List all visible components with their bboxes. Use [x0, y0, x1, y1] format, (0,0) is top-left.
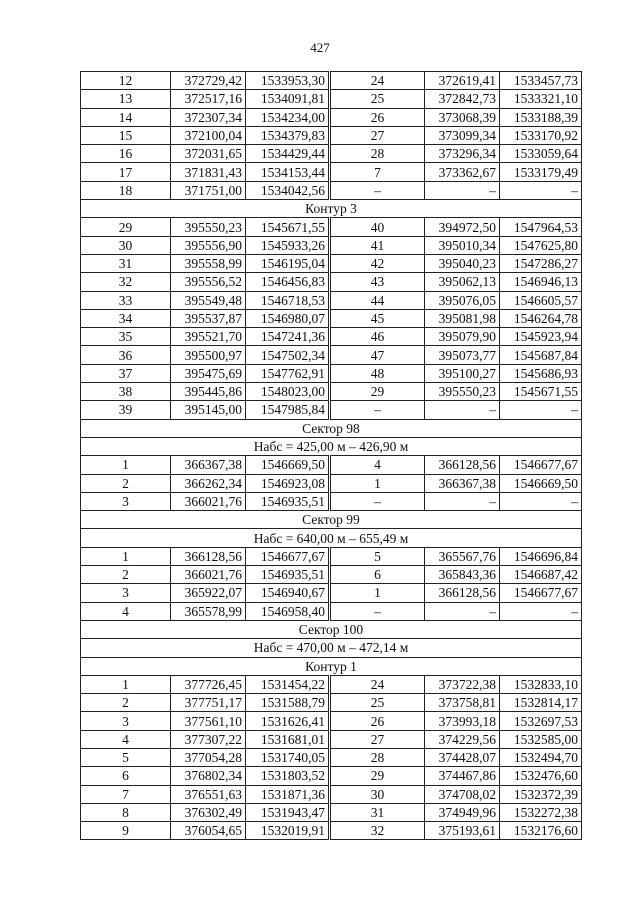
y-coordinate: 1533170,92: [500, 126, 582, 144]
y-coordinate: 1534042,56: [246, 181, 330, 199]
table-row: [81, 72, 582, 90]
point-number: 18: [81, 181, 171, 199]
x-coordinate: 395040,23: [425, 254, 500, 272]
coordinates-table: [80, 71, 582, 840]
point-number: –: [330, 401, 425, 419]
y-coordinate: 1546677,67: [246, 547, 330, 565]
point-number: 9: [81, 822, 171, 840]
point-number: 4: [81, 730, 171, 748]
point-number: 1: [330, 584, 425, 602]
x-coordinate: 374229,56: [425, 730, 500, 748]
x-coordinate: 372307,34: [171, 108, 246, 126]
x-coordinate: –: [425, 492, 500, 510]
table-row: [81, 803, 582, 821]
section-header-row: [81, 639, 582, 657]
y-coordinate: 1546669,50: [500, 474, 582, 492]
x-coordinate: 377726,45: [171, 675, 246, 693]
table-row: [81, 163, 582, 181]
x-coordinate: 377054,28: [171, 748, 246, 766]
x-coordinate: 395549,48: [171, 291, 246, 309]
table-row: [81, 328, 582, 346]
section-header: Контур 1: [81, 657, 582, 675]
y-coordinate: 1532494,70: [500, 748, 582, 766]
point-number: –: [330, 181, 425, 199]
y-coordinate: 1546605,57: [500, 291, 582, 309]
x-coordinate: 377307,22: [171, 730, 246, 748]
y-coordinate: 1532019,91: [246, 822, 330, 840]
table-row: [81, 602, 582, 620]
x-coordinate: 372100,04: [171, 126, 246, 144]
y-coordinate: 1534379,83: [246, 126, 330, 144]
y-coordinate: 1531681,01: [246, 730, 330, 748]
table-row: [81, 218, 582, 236]
section-header-row: [81, 529, 582, 547]
y-coordinate: 1534234,00: [246, 108, 330, 126]
table-row: [81, 492, 582, 510]
x-coordinate: 373099,34: [425, 126, 500, 144]
table-row: [81, 145, 582, 163]
y-coordinate: 1532272,38: [500, 803, 582, 821]
point-number: 36: [81, 346, 171, 364]
section-header-row: [81, 511, 582, 529]
point-number: 29: [81, 218, 171, 236]
x-coordinate: 373993,18: [425, 712, 500, 730]
y-coordinate: 1532833,10: [500, 675, 582, 693]
point-number: 15: [81, 126, 171, 144]
point-number: 34: [81, 309, 171, 327]
y-coordinate: 1532476,60: [500, 767, 582, 785]
y-coordinate: 1545686,93: [500, 364, 582, 382]
table-row: [81, 822, 582, 840]
point-number: –: [330, 492, 425, 510]
y-coordinate: 1532814,17: [500, 694, 582, 712]
y-coordinate: 1531740,05: [246, 748, 330, 766]
point-number: 43: [330, 273, 425, 291]
x-coordinate: 395076,05: [425, 291, 500, 309]
y-coordinate: 1531943,47: [246, 803, 330, 821]
y-coordinate: 1546935,51: [246, 492, 330, 510]
table-row: [81, 346, 582, 364]
x-coordinate: 376302,49: [171, 803, 246, 821]
table-row: [81, 236, 582, 254]
point-number: 24: [330, 675, 425, 693]
x-coordinate: 395558,99: [171, 254, 246, 272]
point-number: 41: [330, 236, 425, 254]
table-row: [81, 785, 582, 803]
section-header: Контур 3: [81, 200, 582, 218]
point-number: 13: [81, 90, 171, 108]
y-coordinate: –: [500, 492, 582, 510]
point-number: 3: [81, 712, 171, 730]
point-number: 25: [330, 694, 425, 712]
point-number: 8: [81, 803, 171, 821]
x-coordinate: –: [425, 181, 500, 199]
point-number: 7: [81, 785, 171, 803]
point-number: 2: [81, 566, 171, 584]
point-number: 32: [330, 822, 425, 840]
point-number: 27: [330, 730, 425, 748]
x-coordinate: 395556,90: [171, 236, 246, 254]
x-coordinate: 374949,96: [425, 803, 500, 821]
point-number: 48: [330, 364, 425, 382]
point-number: 26: [330, 712, 425, 730]
y-coordinate: 1545671,55: [500, 383, 582, 401]
point-number: 17: [81, 163, 171, 181]
y-coordinate: 1546923,08: [246, 474, 330, 492]
section-header-row: [81, 419, 582, 437]
y-coordinate: 1546718,53: [246, 291, 330, 309]
y-coordinate: 1531588,79: [246, 694, 330, 712]
point-number: 5: [330, 547, 425, 565]
point-number: 5: [81, 748, 171, 766]
table-row: [81, 730, 582, 748]
x-coordinate: 365578,99: [171, 602, 246, 620]
x-coordinate: 395145,00: [171, 401, 246, 419]
x-coordinate: 376054,65: [171, 822, 246, 840]
section-header: Набс = 425,00 м – 426,90 м: [81, 437, 582, 455]
point-number: 29: [330, 767, 425, 785]
y-coordinate: 1532176,60: [500, 822, 582, 840]
y-coordinate: –: [500, 401, 582, 419]
point-number: 31: [330, 803, 425, 821]
x-coordinate: 395010,34: [425, 236, 500, 254]
x-coordinate: 395550,23: [425, 383, 500, 401]
point-number: 30: [81, 236, 171, 254]
x-coordinate: 374708,02: [425, 785, 500, 803]
x-coordinate: 377751,17: [171, 694, 246, 712]
x-coordinate: 376802,34: [171, 767, 246, 785]
y-coordinate: 1531871,36: [246, 785, 330, 803]
y-coordinate: 1548023,00: [246, 383, 330, 401]
y-coordinate: 1534153,44: [246, 163, 330, 181]
point-number: 3: [81, 584, 171, 602]
y-coordinate: 1532697,53: [500, 712, 582, 730]
section-header: Набс = 470,00 м – 472,14 м: [81, 639, 582, 657]
y-coordinate: 1547762,91: [246, 364, 330, 382]
x-coordinate: 365567,76: [425, 547, 500, 565]
x-coordinate: 395500,97: [171, 346, 246, 364]
y-coordinate: 1547625,80: [500, 236, 582, 254]
y-coordinate: 1546677,67: [500, 584, 582, 602]
x-coordinate: 373068,39: [425, 108, 500, 126]
x-coordinate: 395550,23: [171, 218, 246, 236]
y-coordinate: 1533321,10: [500, 90, 582, 108]
x-coordinate: 372031,65: [171, 145, 246, 163]
point-number: 29: [330, 383, 425, 401]
x-coordinate: 373362,67: [425, 163, 500, 181]
y-coordinate: –: [500, 181, 582, 199]
point-number: 3: [81, 492, 171, 510]
y-coordinate: 1546946,13: [500, 273, 582, 291]
point-number: 45: [330, 309, 425, 327]
point-number: 33: [81, 291, 171, 309]
point-number: 30: [330, 785, 425, 803]
coordinates-table-body: [81, 72, 582, 840]
y-coordinate: 1532585,00: [500, 730, 582, 748]
y-coordinate: 1531454,22: [246, 675, 330, 693]
y-coordinate: 1546696,84: [500, 547, 582, 565]
point-number: 1: [81, 547, 171, 565]
x-coordinate: 372842,73: [425, 90, 500, 108]
table-row: [81, 401, 582, 419]
x-coordinate: 395081,98: [425, 309, 500, 327]
y-coordinate: 1546940,67: [246, 584, 330, 602]
table-row: [81, 694, 582, 712]
x-coordinate: 395537,87: [171, 309, 246, 327]
section-header: Сектор 98: [81, 419, 582, 437]
point-number: 6: [330, 566, 425, 584]
y-coordinate: 1546677,67: [500, 456, 582, 474]
x-coordinate: 366021,76: [171, 492, 246, 510]
table-row: [81, 456, 582, 474]
y-coordinate: 1532372,39: [500, 785, 582, 803]
x-coordinate: 395556,52: [171, 273, 246, 291]
y-coordinate: 1546687,42: [500, 566, 582, 584]
table-row: [81, 90, 582, 108]
y-coordinate: 1545933,26: [246, 236, 330, 254]
x-coordinate: 366367,38: [425, 474, 500, 492]
x-coordinate: 366021,76: [171, 566, 246, 584]
point-number: 37: [81, 364, 171, 382]
point-number: 46: [330, 328, 425, 346]
y-coordinate: 1547502,34: [246, 346, 330, 364]
y-coordinate: 1546195,04: [246, 254, 330, 272]
point-number: 27: [330, 126, 425, 144]
section-header-row: [81, 437, 582, 455]
x-coordinate: 395062,13: [425, 273, 500, 291]
point-number: 25: [330, 90, 425, 108]
table-row: [81, 254, 582, 272]
x-coordinate: 365843,36: [425, 566, 500, 584]
point-number: 1: [81, 456, 171, 474]
table-row: [81, 181, 582, 199]
x-coordinate: 374428,07: [425, 748, 500, 766]
table-row: [81, 748, 582, 766]
point-number: 12: [81, 72, 171, 90]
x-coordinate: 395521,70: [171, 328, 246, 346]
table-row: [81, 474, 582, 492]
y-coordinate: 1546980,07: [246, 309, 330, 327]
point-number: 31: [81, 254, 171, 272]
x-coordinate: 372729,42: [171, 72, 246, 90]
x-coordinate: 373758,81: [425, 694, 500, 712]
x-coordinate: –: [425, 602, 500, 620]
point-number: 28: [330, 145, 425, 163]
table-row: [81, 126, 582, 144]
table-row: [81, 383, 582, 401]
x-coordinate: 373296,34: [425, 145, 500, 163]
x-coordinate: 366367,38: [171, 456, 246, 474]
point-number: 24: [330, 72, 425, 90]
y-coordinate: 1545923,94: [500, 328, 582, 346]
x-coordinate: 366128,56: [425, 584, 500, 602]
point-number: 44: [330, 291, 425, 309]
x-coordinate: 374467,86: [425, 767, 500, 785]
y-coordinate: 1533179,49: [500, 163, 582, 181]
y-coordinate: 1546958,40: [246, 602, 330, 620]
table-row: [81, 364, 582, 382]
section-header-row: [81, 200, 582, 218]
table-row: [81, 712, 582, 730]
point-number: 6: [81, 767, 171, 785]
y-coordinate: 1533457,73: [500, 72, 582, 90]
point-number: 28: [330, 748, 425, 766]
y-coordinate: 1546264,78: [500, 309, 582, 327]
y-coordinate: 1546456,83: [246, 273, 330, 291]
point-number: 1: [330, 474, 425, 492]
point-number: –: [330, 602, 425, 620]
table-row: [81, 273, 582, 291]
point-number: 47: [330, 346, 425, 364]
point-number: 1: [81, 675, 171, 693]
table-row: [81, 675, 582, 693]
y-coordinate: 1533188,39: [500, 108, 582, 126]
x-coordinate: 372517,16: [171, 90, 246, 108]
y-coordinate: 1545687,84: [500, 346, 582, 364]
x-coordinate: –: [425, 401, 500, 419]
x-coordinate: 375193,61: [425, 822, 500, 840]
point-number: 39: [81, 401, 171, 419]
section-header: Сектор 100: [81, 620, 582, 638]
x-coordinate: 395445,86: [171, 383, 246, 401]
y-coordinate: 1534429,44: [246, 145, 330, 163]
table-row: [81, 291, 582, 309]
x-coordinate: 366262,34: [171, 474, 246, 492]
section-header: Набс = 640,00 м – 655,49 м: [81, 529, 582, 547]
table-row: [81, 108, 582, 126]
y-coordinate: 1547241,36: [246, 328, 330, 346]
section-header: Сектор 99: [81, 511, 582, 529]
point-number: 7: [330, 163, 425, 181]
point-number: 35: [81, 328, 171, 346]
x-coordinate: 373722,38: [425, 675, 500, 693]
point-number: 26: [330, 108, 425, 126]
y-coordinate: 1533059,64: [500, 145, 582, 163]
point-number: 42: [330, 254, 425, 272]
y-coordinate: –: [500, 602, 582, 620]
point-number: 2: [81, 474, 171, 492]
point-number: 32: [81, 273, 171, 291]
point-number: 2: [81, 694, 171, 712]
page-number: 427: [310, 40, 330, 55]
section-header-row: [81, 657, 582, 675]
point-number: 38: [81, 383, 171, 401]
section-header-row: [81, 620, 582, 638]
table-row: [81, 584, 582, 602]
table-row: [81, 767, 582, 785]
x-coordinate: 395079,90: [425, 328, 500, 346]
point-number: 4: [81, 602, 171, 620]
x-coordinate: 376551,63: [171, 785, 246, 803]
x-coordinate: 366128,56: [425, 456, 500, 474]
y-coordinate: 1534091,81: [246, 90, 330, 108]
table-row: [81, 547, 582, 565]
y-coordinate: 1531626,41: [246, 712, 330, 730]
y-coordinate: 1546935,51: [246, 566, 330, 584]
x-coordinate: 394972,50: [425, 218, 500, 236]
x-coordinate: 395100,27: [425, 364, 500, 382]
y-coordinate: 1545671,55: [246, 218, 330, 236]
x-coordinate: 371831,43: [171, 163, 246, 181]
y-coordinate: 1547286,27: [500, 254, 582, 272]
x-coordinate: 395475,69: [171, 364, 246, 382]
y-coordinate: 1546669,50: [246, 456, 330, 474]
x-coordinate: 372619,41: [425, 72, 500, 90]
y-coordinate: 1531803,52: [246, 767, 330, 785]
x-coordinate: 365922,07: [171, 584, 246, 602]
x-coordinate: 395073,77: [425, 346, 500, 364]
table-row: [81, 566, 582, 584]
table-row: [81, 309, 582, 327]
point-number: 4: [330, 456, 425, 474]
point-number: 16: [81, 145, 171, 163]
x-coordinate: 377561,10: [171, 712, 246, 730]
point-number: 40: [330, 218, 425, 236]
y-coordinate: 1547964,53: [500, 218, 582, 236]
point-number: 14: [81, 108, 171, 126]
x-coordinate: 371751,00: [171, 181, 246, 199]
y-coordinate: 1533953,30: [246, 72, 330, 90]
x-coordinate: 366128,56: [171, 547, 246, 565]
y-coordinate: 1547985,84: [246, 401, 330, 419]
